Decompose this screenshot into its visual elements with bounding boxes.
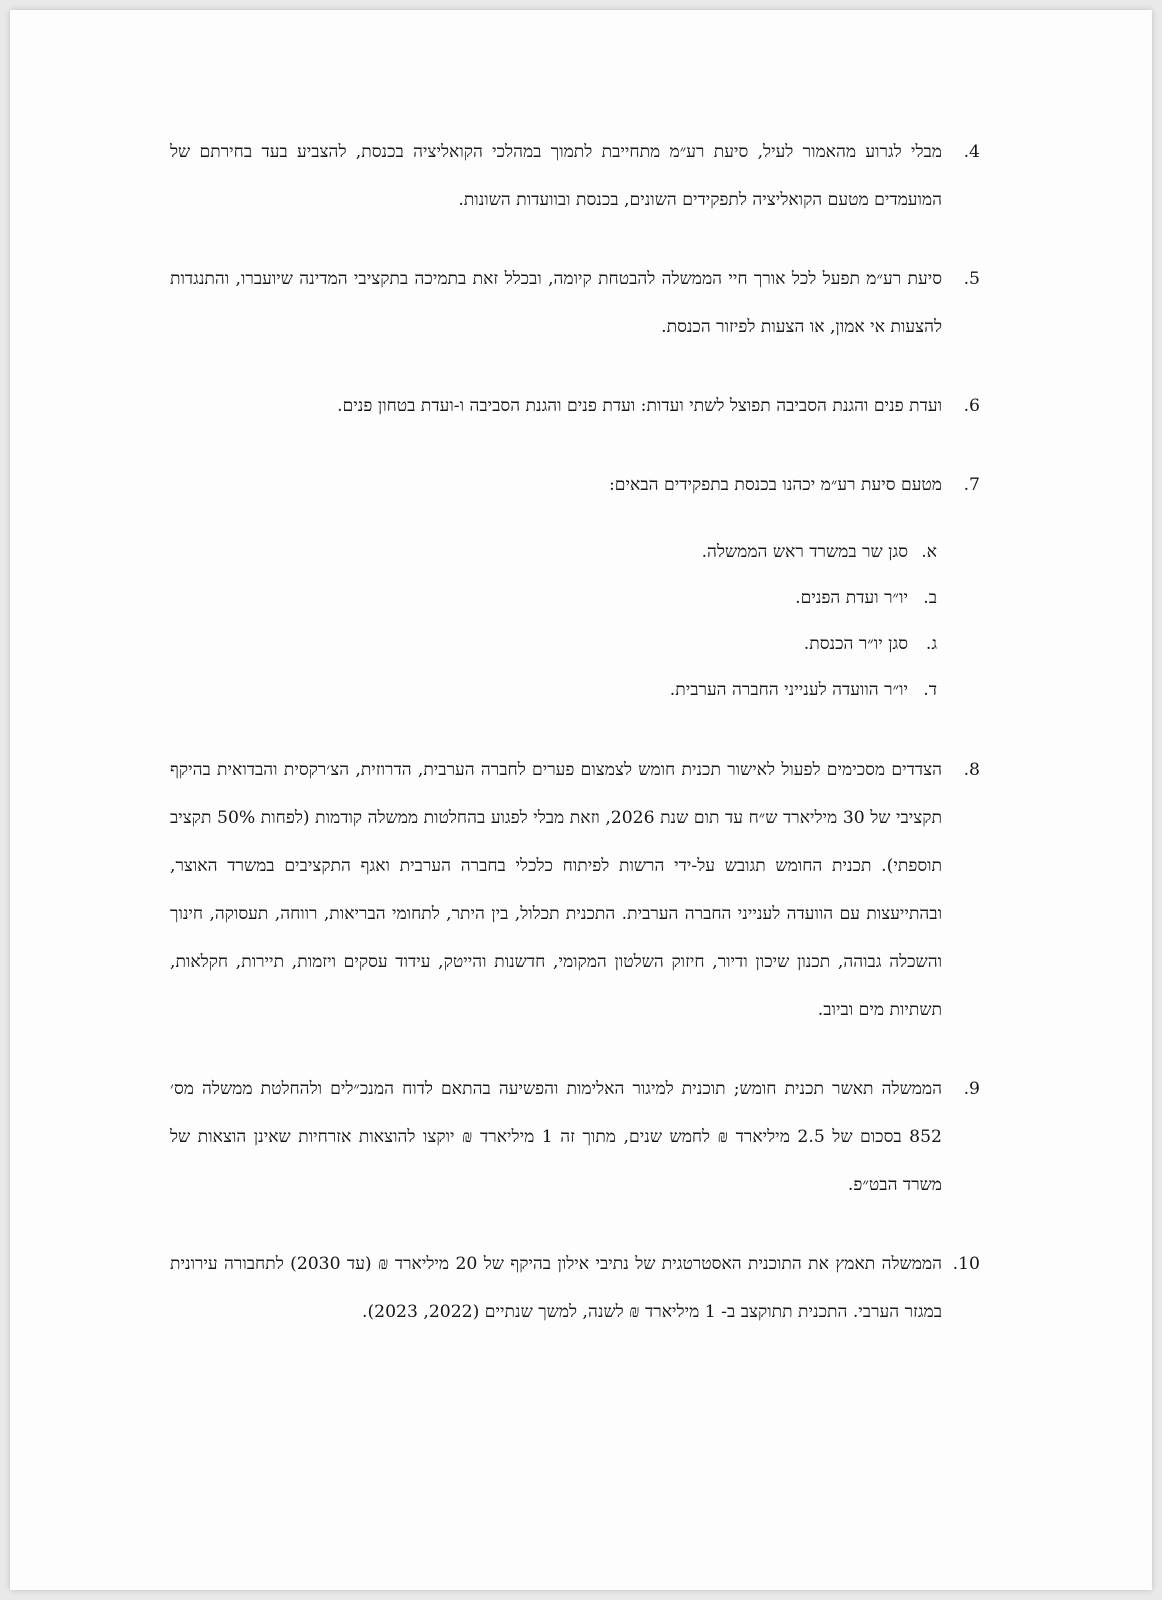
- clause-text: מטעם סיעת רע״מ יכהנו בכנסת בתפקידים הבאים:: [609, 475, 942, 495]
- clause-number: .5: [963, 269, 980, 289]
- document-page: [10, 10, 1152, 1590]
- role-text: יו״ר ועדת הפנים.: [795, 588, 908, 608]
- role-text: סגן שר במשרד ראש הממשלה.: [701, 542, 908, 562]
- role-text: יו״ר הוועדה לענייני החברה הערבית.: [669, 680, 908, 700]
- clause-number: .7: [963, 475, 980, 495]
- roles-list: [170, 529, 980, 713]
- clause-number: .6: [963, 396, 980, 416]
- clause-number: .8: [963, 760, 980, 780]
- role-letter: א.: [921, 542, 937, 562]
- clause-4: [170, 128, 980, 224]
- clause-8: [170, 746, 980, 1034]
- role-item: [170, 529, 980, 575]
- clause-text: הממשלה תאשר תכנית חומש; תוכנית למיגור האלימות והפשיעה בהתאם לדוח המנכ״לים ולהחלטת ממשלה מס׳ 852 בסכום של 2.5 מיליארד ₪ לחמש שנים, מתוך זה 1 מיליארד ₪ יוקצו להוצאות אזרחיות שאינן הוצאות של משרד הבט״פ.: [170, 1079, 942, 1195]
- clause-text: הצדדים מסכימים לפעול לאישור תכנית חומש לצמצום פערים לחברה הערבית, הדרוזית, הצ׳רקסית והבדואית בהיקף תקציבי של 30 מיליארד ש״ח עד תום שנת 2026, וזאת מבלי לפגוע בהחלטות ממשלה קודמות (לפחות 50% תקציב תוספתי). תכנית החומש תגובש על-ידי הרשות לפיתוח כלכלי בחברה הערבית ואגף התקציבים במשרד האוצר, ובהתייעצות עם הוועדה לענייני החברה הערבית. התכנית תכלול, בין היתר, לתחומי הבריאות, רווחה, תעסוקה, חינוך והשכלה גבוהה, תכנון שיכון ודיור, חיזוק השלטון המקומי, חדשנות והייטק, עידוד עסקים ויזמות, תיירות, חקלאות, תשתיות מים וביוב.: [170, 760, 942, 1020]
- role-letter: ג.: [925, 634, 937, 654]
- clause-text: מבלי לגרוע מהאמור לעיל, סיעת רע״מ מתחייבת לתמוך במהלכי הקואליציה בכנסת, להצביע בעד בחירתם של המועמדים מטעם הקואליציה לתפקידים השונים, בכנסת ובוועדות השונות.: [170, 142, 942, 210]
- clause-text: הממשלה תאמץ את התוכנית האסטרטגית של נתיבי אילון בהיקף של 20 מיליארד ₪ (עד 2030) לתחבורה עירונית במגזר הערבי. התכנית תתוקצב ב- 1 מיליארד ₪ לשנה, למשך שנתיים (2022, 2023).: [170, 1254, 942, 1322]
- clause-number: .10: [952, 1254, 980, 1274]
- clause-text: סיעת רע״מ תפעל לכל אורך חיי הממשלה להבטחת קיומה, ובכלל זאת בתמיכה בתקציבי המדינה שיועברו, והתנגדות להצעות אי אמון, או הצעות לפיזור הכנסת.: [170, 269, 942, 337]
- clause-number: .9: [963, 1079, 980, 1099]
- role-letter: ד.: [923, 680, 937, 700]
- role-item: [170, 621, 980, 667]
- role-letter: ב.: [923, 588, 937, 608]
- role-text: סגן יו״ר הכנסת.: [803, 634, 908, 654]
- clause-7: [170, 461, 980, 509]
- agreement-clauses: [170, 128, 980, 1367]
- clause-10: [170, 1240, 980, 1336]
- role-item: [170, 667, 980, 713]
- clause-5: [170, 255, 980, 351]
- role-item: [170, 575, 980, 621]
- clause-text: ועדת פנים והגנת הסביבה תפוצל לשתי ועדות: ועדת פנים והגנת הסביבה ו-ועדת בטחון פנים.: [337, 396, 942, 416]
- clause-number: .4: [963, 142, 980, 162]
- clause-6: [170, 382, 980, 430]
- clause-9: [170, 1065, 980, 1209]
